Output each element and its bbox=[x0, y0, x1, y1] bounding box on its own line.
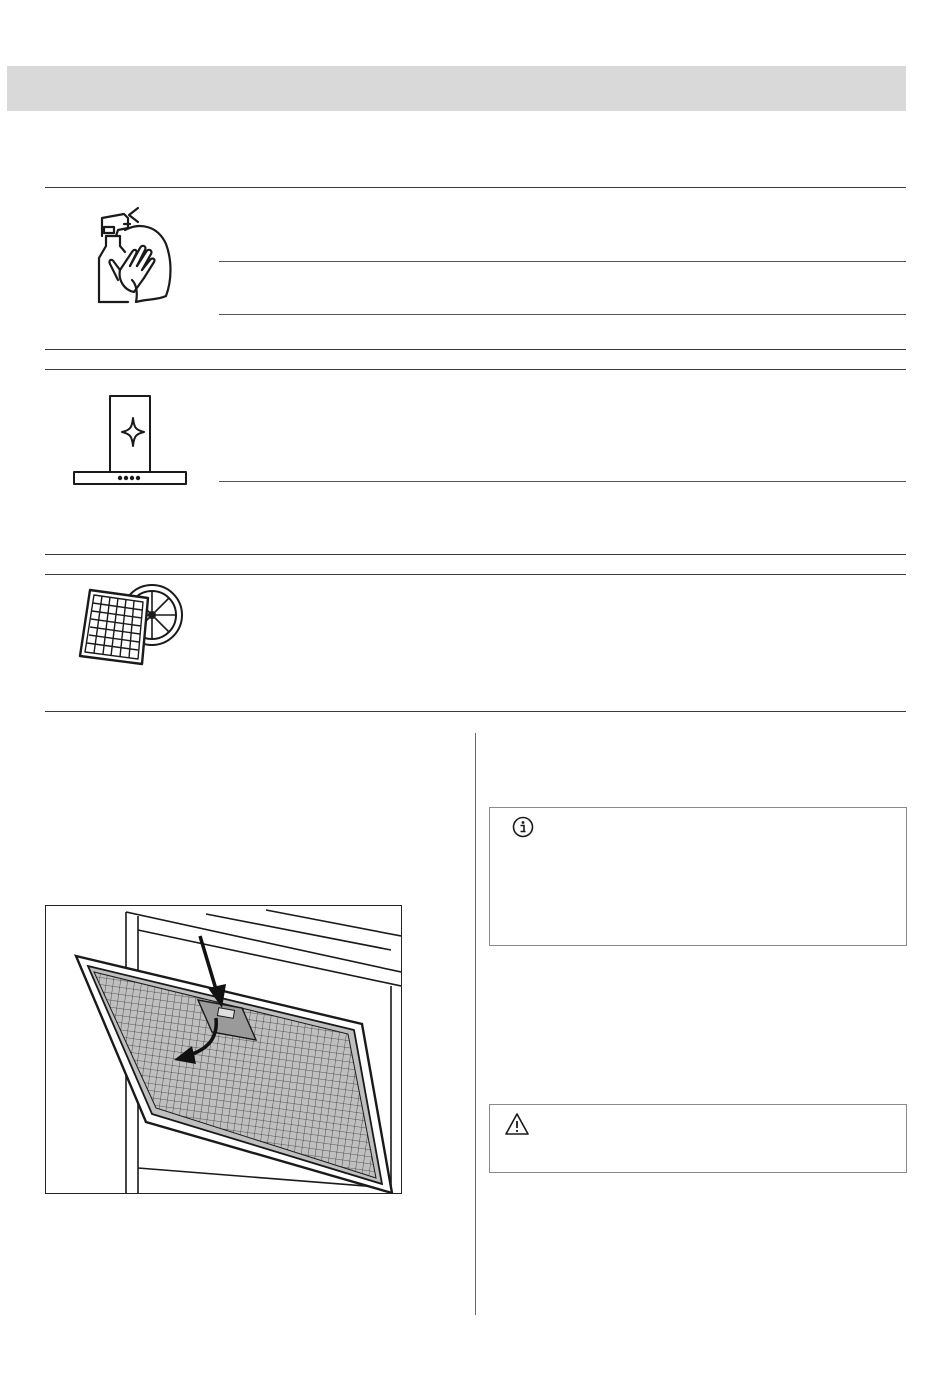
warning-triangle-icon bbox=[504, 1112, 530, 1136]
grease-filter-removal-figure bbox=[45, 905, 402, 1194]
table-bottom-rule bbox=[45, 554, 906, 555]
cooker-hood-sparkle-icon bbox=[70, 390, 190, 486]
table-row-divider bbox=[219, 481, 906, 482]
table-top-rule bbox=[45, 574, 906, 575]
info-icon bbox=[512, 816, 534, 838]
table-bottom-rule bbox=[45, 711, 906, 712]
section-header-bar bbox=[7, 66, 906, 111]
table-bottom-rule bbox=[45, 349, 906, 350]
spray-bottle-cloth-icon bbox=[80, 200, 190, 310]
grease-filter-fan-icon bbox=[76, 580, 188, 666]
table-top-rule bbox=[45, 369, 906, 370]
column-divider bbox=[475, 733, 476, 1315]
filter-removal-illustration bbox=[46, 906, 401, 1193]
table-row-divider bbox=[219, 314, 906, 315]
info-note-box bbox=[489, 807, 907, 946]
table-top-rule bbox=[45, 187, 906, 188]
table-row-divider bbox=[219, 261, 906, 262]
warning-note-box bbox=[489, 1104, 907, 1173]
